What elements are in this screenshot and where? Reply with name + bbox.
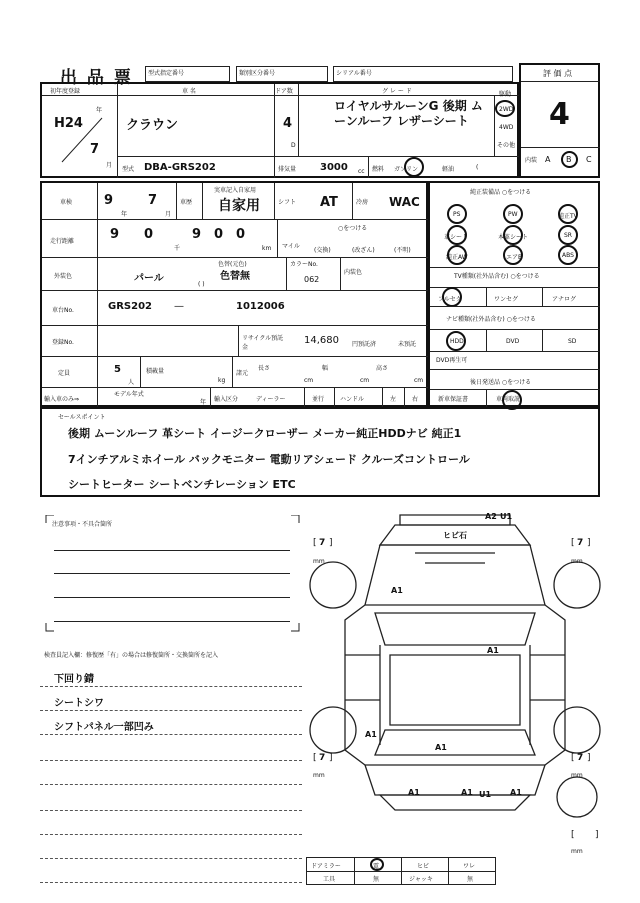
sales-line-2: 7インチアルミホイール バックモニター 電動リアシェード クルーズコントロール <box>68 453 470 466</box>
sales-line-3: シートヒーター シートベンチレーション ETC <box>68 478 296 491</box>
door-mirror-value: 電 <box>373 863 380 870</box>
page-title: 出 品 票 <box>60 68 133 88</box>
svg-text:]: ] <box>595 830 599 840</box>
tools-value: 無 <box>373 876 380 883</box>
svg-text:]: ] <box>329 538 333 548</box>
svg-text:]: ] <box>587 753 591 763</box>
equipment-block: 純正装備品 ○をつける PS PW 純正TV 革シート 本革シート SR 純正AW エアB ABS TV種類(社外品含む) ○をつける フルセグ ワンセグ アナログ ナビ種類(社外品含む) ○をつける HDD DVD SD DVD再生可 後日発送品 ○をつける 新車保証書 車両取説 <box>428 181 600 407</box>
fuel-gasoline-circle <box>404 157 424 177</box>
mark-a1-rear-m: A1 <box>461 788 473 797</box>
svg-text:mm: mm <box>571 558 583 565</box>
model-type: DBA-GRS202 <box>144 162 216 173</box>
capacity: 5 <box>114 364 121 375</box>
mark-a1-side: A1 <box>365 730 377 739</box>
inspector-section: 検査員記入欄：修復歴「有」の場合は修復箇所・交換箇所を記入 下回り錆 シートシワ シフトパネル一部凹み <box>40 650 305 890</box>
category-number-box: 類別区分番号 <box>236 66 328 82</box>
mark-a1-door: A1 <box>487 646 499 655</box>
tire-fl-value: 7 <box>319 538 326 548</box>
mark-a1-hood: A1 <box>391 586 403 595</box>
jack-value: 無 <box>467 876 474 883</box>
mark-a1-rear-l: A1 <box>408 788 420 797</box>
tire-fr-value: 7 <box>577 538 584 548</box>
mark-a2: A2 <box>485 512 497 521</box>
svg-text:mm: mm <box>571 848 583 855</box>
inspector-note-1: 下回り錆 <box>54 674 94 685</box>
shift-type: AT <box>320 195 338 210</box>
exterior-color: パール <box>134 273 164 284</box>
car-name: クラウン <box>126 118 179 133</box>
inspection-month: 7 <box>148 193 158 208</box>
chassis-number: 1012006 <box>236 301 285 312</box>
tire-rl-value: 7 <box>319 753 326 763</box>
drive-2wd-circle <box>495 100 515 117</box>
model-designation-box: 型式指定番号 <box>145 66 230 82</box>
sales-points-block: セールスポイント 後期 ムーンルーフ 革シート イージークローザー メーカー純正HDDナビ 純正1 7インチアルミホイール バックモニター 電動リアシェード クルーズコントロール シートヒーター シートベンチレーション ETC <box>40 407 600 497</box>
rating-value: 4 <box>549 97 570 132</box>
inspection-year: 9 <box>104 193 114 208</box>
displacement: 3000 <box>320 162 348 173</box>
mark-a1-trunk: A1 <box>435 743 447 752</box>
mark-u1-rear: U1 <box>479 790 492 799</box>
svg-text:]: ] <box>587 538 591 548</box>
first-reg-month: 7 <box>90 142 100 157</box>
svg-text:[: [ <box>313 753 317 763</box>
ac-type: WAC <box>389 195 420 209</box>
chassis-prefix: GRS202 <box>108 301 152 312</box>
svg-text:mm: mm <box>571 772 583 779</box>
serial-number-box: シリアル番号 <box>333 66 513 82</box>
car-damage-diagram <box>305 505 605 860</box>
color-change: 色替無 <box>220 271 250 282</box>
svg-text:]: ] <box>329 753 333 763</box>
mark-hibi: ヒビ石 <box>443 531 467 540</box>
mark-a1-rear-r: A1 <box>510 788 522 797</box>
inspector-note-2: シートシワ <box>54 698 104 709</box>
sales-line-1: 後期 ムーンルーフ 革シート イージークローザー メーカー純正HDDナビ 純正1 <box>68 427 462 440</box>
inspector-note-3: シフトパネル一部凹み <box>54 722 154 733</box>
color-number: 062 <box>304 275 320 284</box>
specs-block: 車検 9 年 7 月 車歴 実車記入自家用 自家用 シフト AT 冷房 WAC 走行距離 9 0 千 9 0 0 km ○をつける マイル (交換) (改ざん) (不明) 外装色 パール 色替(元色) 色替無 ( ) カラーNo. 062 内装色 車台No. GRS202 — 1012006 登録No. リサイクル預託金 14,680 円預託済 未預託 定員 5 人 積載量 kg 諸元 長さ cm 幅 cm 高さ cm 輸入車のみ⇒ モデル年式 年 輸入区分 ディーラー 並行 ハンドル 左 右 <box>40 181 428 407</box>
interior-grade-circle <box>561 151 578 168</box>
svg-text:[: [ <box>313 538 317 548</box>
vehicle-history: 自家用 <box>218 198 260 214</box>
door-count: 4 <box>283 116 293 131</box>
svg-text:mm: mm <box>313 558 325 565</box>
svg-text:[: [ <box>571 830 575 840</box>
svg-text:mm: mm <box>313 772 325 779</box>
grade-text: ロイヤルサルーンG 後期 ムーンルーフ レザーシート <box>334 99 483 128</box>
svg-text:[: [ <box>571 538 575 548</box>
recycle-amount: 14,680 <box>304 335 339 346</box>
rating-box: 評 価 点 4 内装 A B C <box>519 63 600 178</box>
accessories-table: ドアミラー 電 ヒビ ワレ 工具 無 ジャッキ 無 <box>306 857 496 885</box>
tire-rr-value: 7 <box>577 753 584 763</box>
caution-section: 注意事項・不具合箇所 <box>40 515 305 635</box>
first-reg-year: H24 <box>54 116 83 131</box>
svg-text:[: [ <box>571 753 575 763</box>
mark-u1-top: U1 <box>500 512 513 521</box>
vehicle-main-block: 初年度登録 車 名 ドア数 グ レ ー ド H24 年 7 月 クラウン 4 D ロイヤルサルーンG 後期 ムーンルーフ レザーシート 駆動 2WD 4WD その他 型式 DBA-GRS202 排気量 3000 cc 燃料 ガソリン 軽油 ( <box>40 82 519 178</box>
